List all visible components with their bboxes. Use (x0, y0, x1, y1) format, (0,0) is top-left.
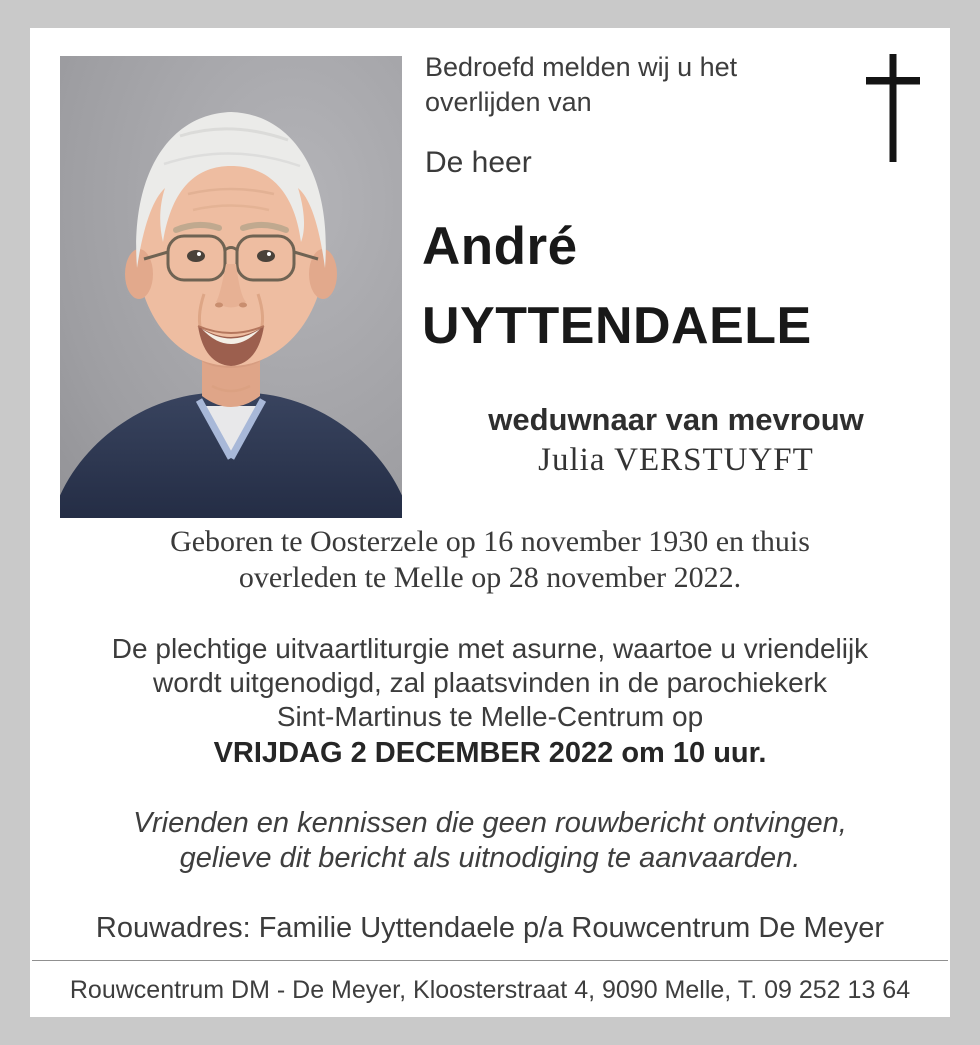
service-datetime: VRIJDAG 2 DECEMBER 2022 om 10 uur. (213, 737, 767, 769)
funeral-home-line: Rouwcentrum DM - De Meyer, Kloosterstraat 4, 9090 Melle, T. 09 252 13 64 (69, 976, 911, 1004)
birth-death-text (30, 524, 950, 596)
intro-line-1: Bedroefd melden wij u het (425, 52, 738, 82)
notice-text (30, 806, 950, 876)
portrait-photo-image (60, 56, 402, 518)
spouse-name: Julia VERSTUYFT (538, 442, 814, 478)
birth-death-line-2: overleden te Melle op 28 november 2022. (238, 561, 742, 594)
notice-line-1: Vrienden en kennissen die geen rouwbericht ontvingen, (133, 807, 847, 839)
service-line-1: De plechtige uitvaartliturgie met asurne, waartoe u vriendelijk (111, 633, 869, 664)
service-line-3: Sint-Martinus te Melle-Centrum op (276, 701, 704, 732)
salutation-text: De heer (425, 146, 532, 179)
divider (32, 960, 948, 961)
birth-death-line-1: Geboren te Oosterzele op 16 november 1930 en thuis (170, 525, 810, 558)
deceased-first-name: André (422, 217, 578, 276)
deceased-last-name: UYTTENDAELE (422, 297, 812, 355)
relation-text: weduwnaar van mevrouw (488, 402, 864, 437)
service-text (30, 632, 950, 772)
mourning-address: Rouwadres: Familie Uyttendaele p/a Rouwcentrum De Meyer (95, 912, 885, 944)
mourning-card (30, 28, 950, 1017)
portrait-photo (60, 56, 402, 518)
intro-text (425, 50, 737, 120)
notice-line-2: gelieve dit bericht als uitnodiging te aanvaarden. (179, 842, 801, 874)
latin-cross-icon (863, 52, 923, 164)
intro-line-2: overlijden van (425, 87, 592, 117)
service-line-2: wordt uitgenodigd, zal plaatsvinden in de parochiekerk (153, 667, 827, 698)
